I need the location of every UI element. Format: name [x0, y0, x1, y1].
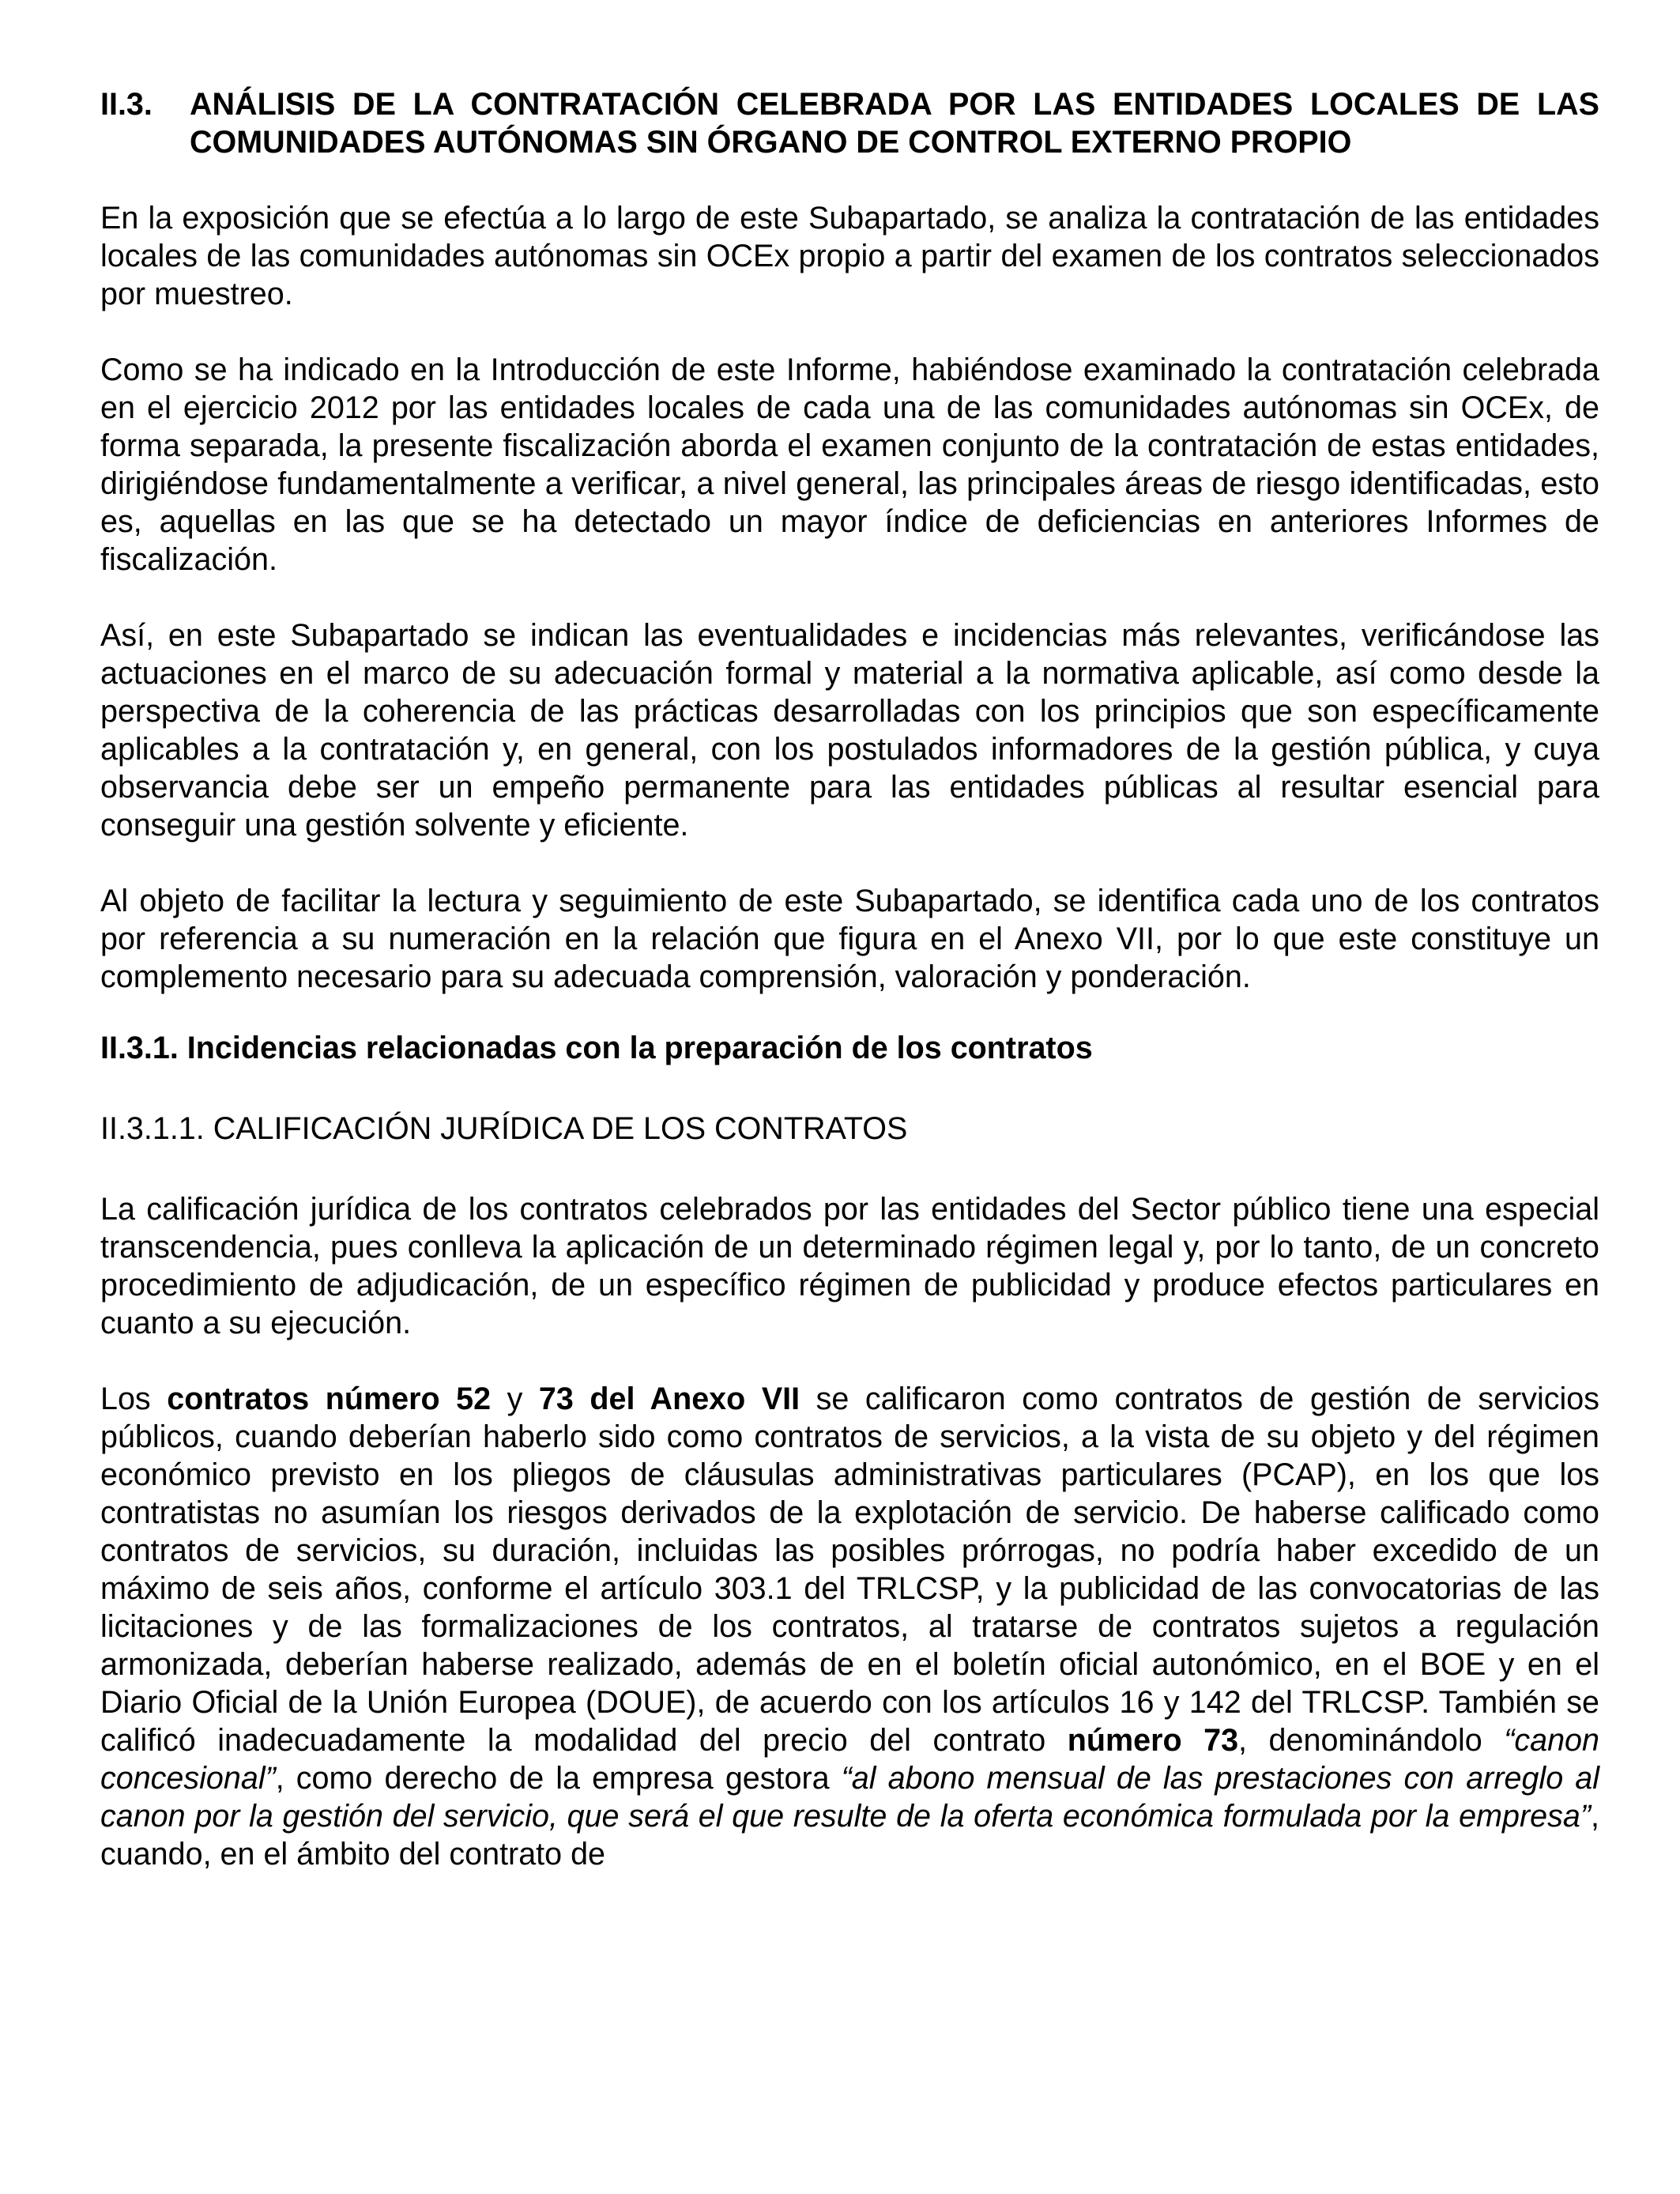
section-title: ANÁLISIS DE LA CONTRATACIÓN CELEBRADA POR LAS ENTIDADES LOCALES DE LAS COMUNIDADES AUTÓNOMAS SIN ÓRGANO DE CONTROL EXTERNO PROPIO: [190, 87, 1599, 160]
document-page: [100, 85, 1599, 1911]
italic-canon-concesional: “canon concesional”: [100, 1723, 1599, 1796]
section-heading: [100, 85, 1599, 161]
italic-quote-abono-mensual: “al abono mensual de las prestaciones con arreglo al canon por la gestión del servicio, que será el que resulte de la oferta económica formulada por la empresa”: [100, 1761, 1599, 1834]
section-number: II.3.: [100, 87, 153, 122]
text-run: , como derecho de la empresa gestora: [275, 1761, 842, 1796]
text-run: se calificaron como contratos de gestión de servicios públicos, cuando deberían haberlo sido como contratos de servicios, a la vista de su objeto y del régimen económico previsto en los pliegos de cláusulas administrativas particulares (PCAP), en los que los contratistas no asumían los riesgos derivados de la explotación de servicio. De haberse calificado como contratos de servicios, su duración, incluidas las posibles prórrogas, no podría haber excedido de un máximo de seis años, conforme el artículo 303.1 del TRLCSP, y la publicidad de las convocatorias de las licitaciones y de las formalizaciones de los contratos, al tratarse de contratos sujetos a regulación armonizada, deberían haberse realizado, además de en el boletín oficial autonómico, en el BOE y en el Diario Oficial de la Unión Europea (DOUE), de acuerdo con los artículos 16 y 142 del TRLCSP. También se calificó inadecuadamente la modalidad del precio del contrato: [100, 1382, 1599, 1758]
subsection-heading: II.3.1. Incidencias relacionadas con la preparación de los contratos: [100, 1031, 1093, 1065]
bold-number-73: número 73: [1067, 1723, 1239, 1758]
bold-contract-73-annex: 73 del Anexo VII: [538, 1382, 800, 1416]
subsubsection-heading: II.3.1.1. CALIFICACIÓN JURÍDICA DE LOS CONTRATOS: [100, 1111, 908, 1146]
paragraph-introduction-reference: Como se ha indicado en la Introducción de este Informe, habiéndose examinado la contratación celebrada en el ejercicio 2012 por las entidades locales de cada una de las comunidades autónomas sin OCEx, de forma separada, la presente fiscalización aborda el examen conjunto de la contratación de estas entidades, dirigiéndose fundamentalmente a verificar, a nivel general, las principales áreas de riesgo identificadas, esto es, aquellas en las que se ha detectado un mayor índice de deficiencias en anteriores Informes de fiscalización.: [100, 352, 1599, 577]
text-run: y: [491, 1382, 539, 1416]
paragraph-annex-reference: Al objeto de facilitar la lectura y seguimiento de este Subapartado, se identifica cada uno de los contratos por referencia a su numeración en la relación que figura en el Anexo VII, por lo que este constituye un complemento necesario para su adecuada comprensión, valoración y ponderación.: [100, 884, 1599, 994]
bold-contract-52: contratos número 52: [167, 1382, 492, 1416]
paragraph-legal-qualification: La calificación jurídica de los contratos celebrados por las entidades del Sector público tiene una especial transcendencia, pues conlleva la aplicación de un determinado régimen legal y, por lo tanto, de un concreto procedimiento de adjudicación, de un específico régimen de publicidad y produce efectos particulares en cuanto a su ejecución.: [100, 1192, 1599, 1340]
text-run: , denominándolo: [1238, 1723, 1505, 1758]
text-run: Los: [100, 1382, 168, 1416]
paragraph-contracts-52-73: [100, 1380, 1599, 1873]
text-run: , cuando, en el ámbito del contrato de: [100, 1799, 1599, 1872]
paragraph-intro: En la exposición que se efectúa a lo largo de este Subapartado, se analiza la contratación de las entidades locales de las comunidades autónomas sin OCEx propio a partir del examen de los contratos seleccionados por muestreo.: [100, 201, 1599, 311]
paragraph-incidences: Así, en este Subapartado se indican las eventualidades e incidencias más relevantes, verificándose las actuaciones en el marco de su adecuación formal y material a la normativa aplicable, así como desde la perspectiva de la coherencia de las prácticas desarrolladas con los principios que son específicamente aplicables a la contratación y, en general, con los postulados informadores de la gestión pública, y cuya observancia debe ser un empeño permanente para las entidades públicas al resultar esencial para conseguir una gestión solvente y eficiente.: [100, 618, 1599, 843]
